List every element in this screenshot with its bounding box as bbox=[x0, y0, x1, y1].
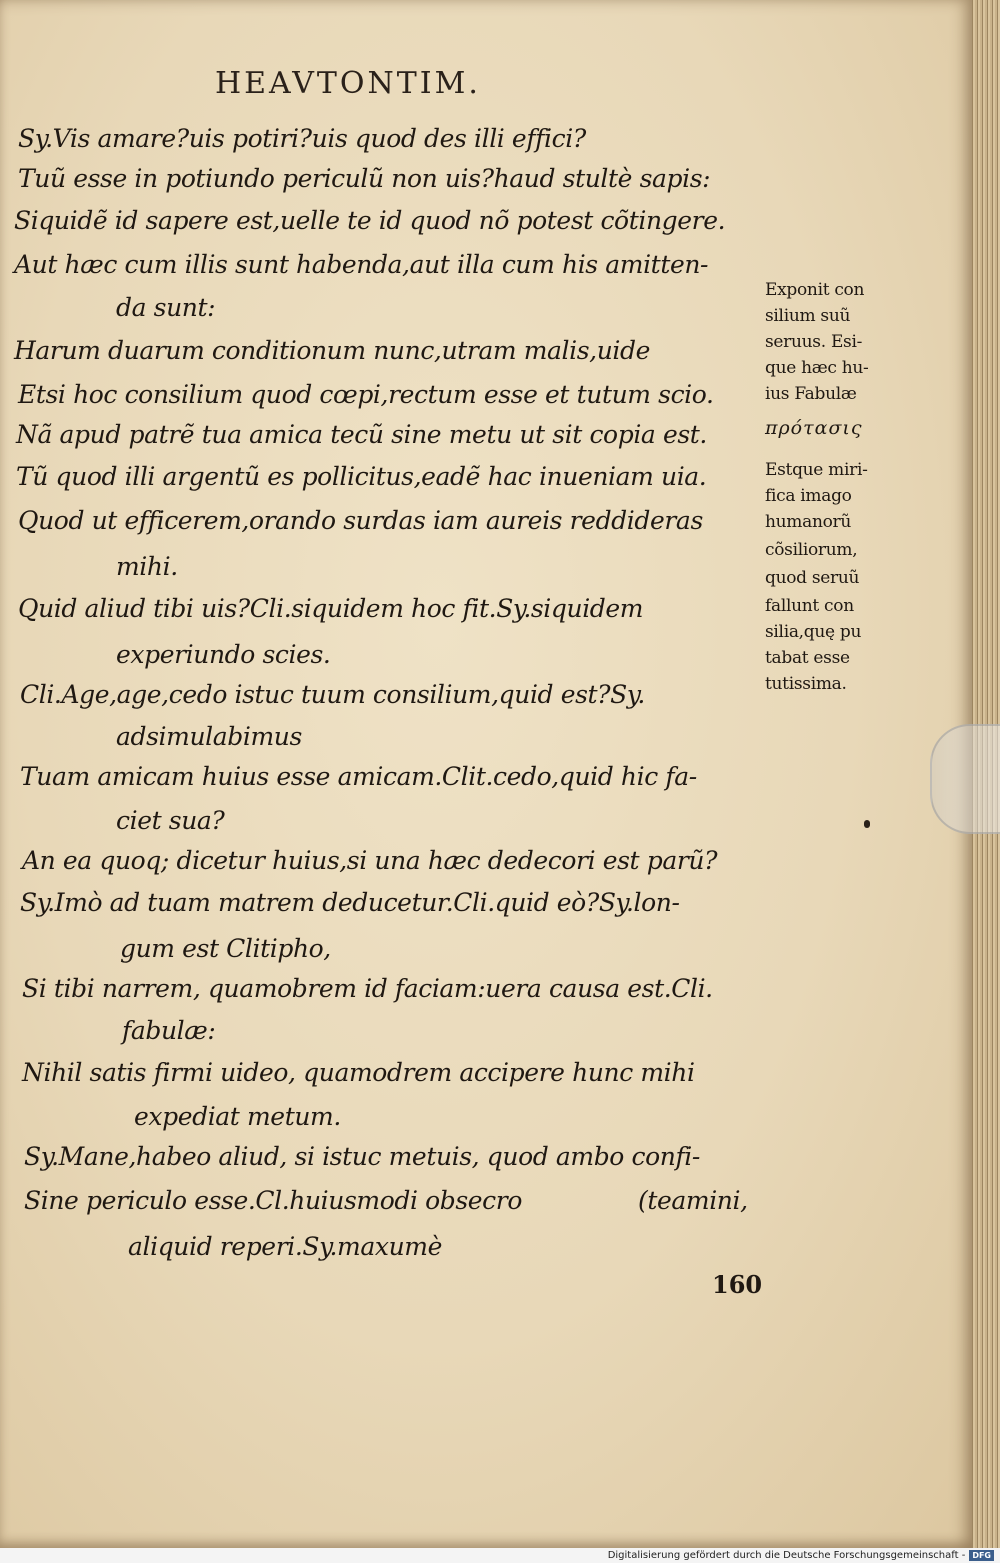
verse-line-continuation: ciet sua? bbox=[116, 806, 225, 835]
verse-line-continuation: aliquid reperi.Sy.maxumè bbox=[128, 1232, 442, 1261]
running-header: HEAVTONTIM. bbox=[215, 66, 481, 101]
verse-line-continuation: da sunt: bbox=[116, 293, 216, 322]
margin-line: que hæc hu- bbox=[765, 358, 869, 378]
margin-line: fica imago bbox=[765, 486, 852, 506]
verse-line: Sy.Imò ad tuam matrem deducetur.Cli.quid eò?Sy.lon- bbox=[20, 888, 680, 917]
verse-line: Tuam amicam huius esse amicam.Clit.cedo,quid hic fa- bbox=[20, 762, 697, 791]
margin-line: fallunt con bbox=[765, 596, 854, 616]
verse-line-continuation: gum est Clitipho, bbox=[120, 934, 331, 963]
margin-line: ius Fabulæ bbox=[765, 384, 857, 404]
verse-line-continuation: mihi. bbox=[116, 552, 178, 581]
margin-line: quod seruũ bbox=[765, 568, 860, 588]
verse-line: Etsi hoc consilium quod cœpi,rectum esse et tutum scio. bbox=[18, 380, 714, 409]
verse-line: Nã apud patrẽ tua amica tecũ sine metu ut sit copia est. bbox=[16, 420, 707, 449]
verse-line: Tũ quod illi argentũ es pollicitus,eadẽ hac inueniam uia. bbox=[16, 462, 707, 491]
verse-line-continuation: fabulæ: bbox=[122, 1016, 216, 1045]
margin-line: humanorũ bbox=[765, 512, 852, 532]
ink-mark bbox=[864, 820, 870, 828]
page-number: 160 bbox=[712, 1270, 763, 1299]
verse-line: Sine periculo esse.Cl.huiusmodi obsecro bbox=[24, 1186, 522, 1215]
dfg-logo-icon: DFG bbox=[969, 1550, 994, 1561]
verse-line: An ea quoq; dicetur huius,si una hæc dedecori est parũ? bbox=[22, 846, 718, 875]
margin-line: silium suũ bbox=[765, 306, 851, 326]
verse-line: Si tibi narrem, quamobrem id faciam:uera causa est.Cli. bbox=[22, 974, 713, 1003]
verse-line: Sy.Vis amare?uis potiri?uis quod des illi effici? bbox=[18, 124, 586, 153]
margin-line: Exponit con bbox=[765, 280, 865, 300]
verse-line-continuation: expediat metum. bbox=[134, 1102, 341, 1131]
margin-line: cõsiliorum, bbox=[765, 540, 858, 560]
verse-line: Quod ut efficerem,orando surdas iam aureis reddideras bbox=[18, 506, 703, 535]
verse-line-turnover: (teamini, bbox=[638, 1186, 748, 1215]
margin-line: seruus. Esi- bbox=[765, 332, 863, 352]
verse-line: Aut hæc cum illis sunt habenda,aut illa cum his amitten- bbox=[14, 250, 709, 279]
verse-line: Siquidẽ id sapere est,uelle te id quod nõ potest cõtingere. bbox=[14, 206, 726, 235]
verse-line-continuation: adsimulabimus bbox=[116, 722, 302, 751]
margin-line: Estque miri- bbox=[765, 460, 868, 480]
verse-line: Sy.Mane,habeo aliud, si istuc metuis, quod ambo confi- bbox=[24, 1142, 700, 1171]
margin-line: tutissima. bbox=[765, 674, 847, 694]
verse-line: Nihil satis firmi uideo, quamodrem accipere hunc mihi bbox=[22, 1058, 695, 1087]
margin-line: silia,quę pu bbox=[765, 622, 862, 642]
verse-line: Harum duarum conditionum nunc,utram malis,uide bbox=[14, 336, 651, 365]
footer-credit bbox=[608, 1548, 994, 1563]
margin-line: tabat esse bbox=[765, 648, 850, 668]
verse-line: Quid aliud tibi uis?Cli.siquidem hoc fit.Sy.siquidem bbox=[18, 594, 644, 623]
margin-line-greek: πρότασις bbox=[765, 417, 863, 439]
verse-line: Tuũ esse in potiundo periculũ non uis?haud stultè sapis: bbox=[18, 164, 711, 193]
page-clip bbox=[930, 724, 1000, 834]
verse-line: Cli.Age,age,cedo istuc tuum consilium,quid est?Sy. bbox=[20, 680, 645, 709]
verse-line-continuation: experiundo scies. bbox=[116, 640, 331, 669]
footer-credit-text: Digitalisierung gefördert durch die Deutsche Forschungsgemeinschaft - bbox=[607, 1550, 966, 1561]
